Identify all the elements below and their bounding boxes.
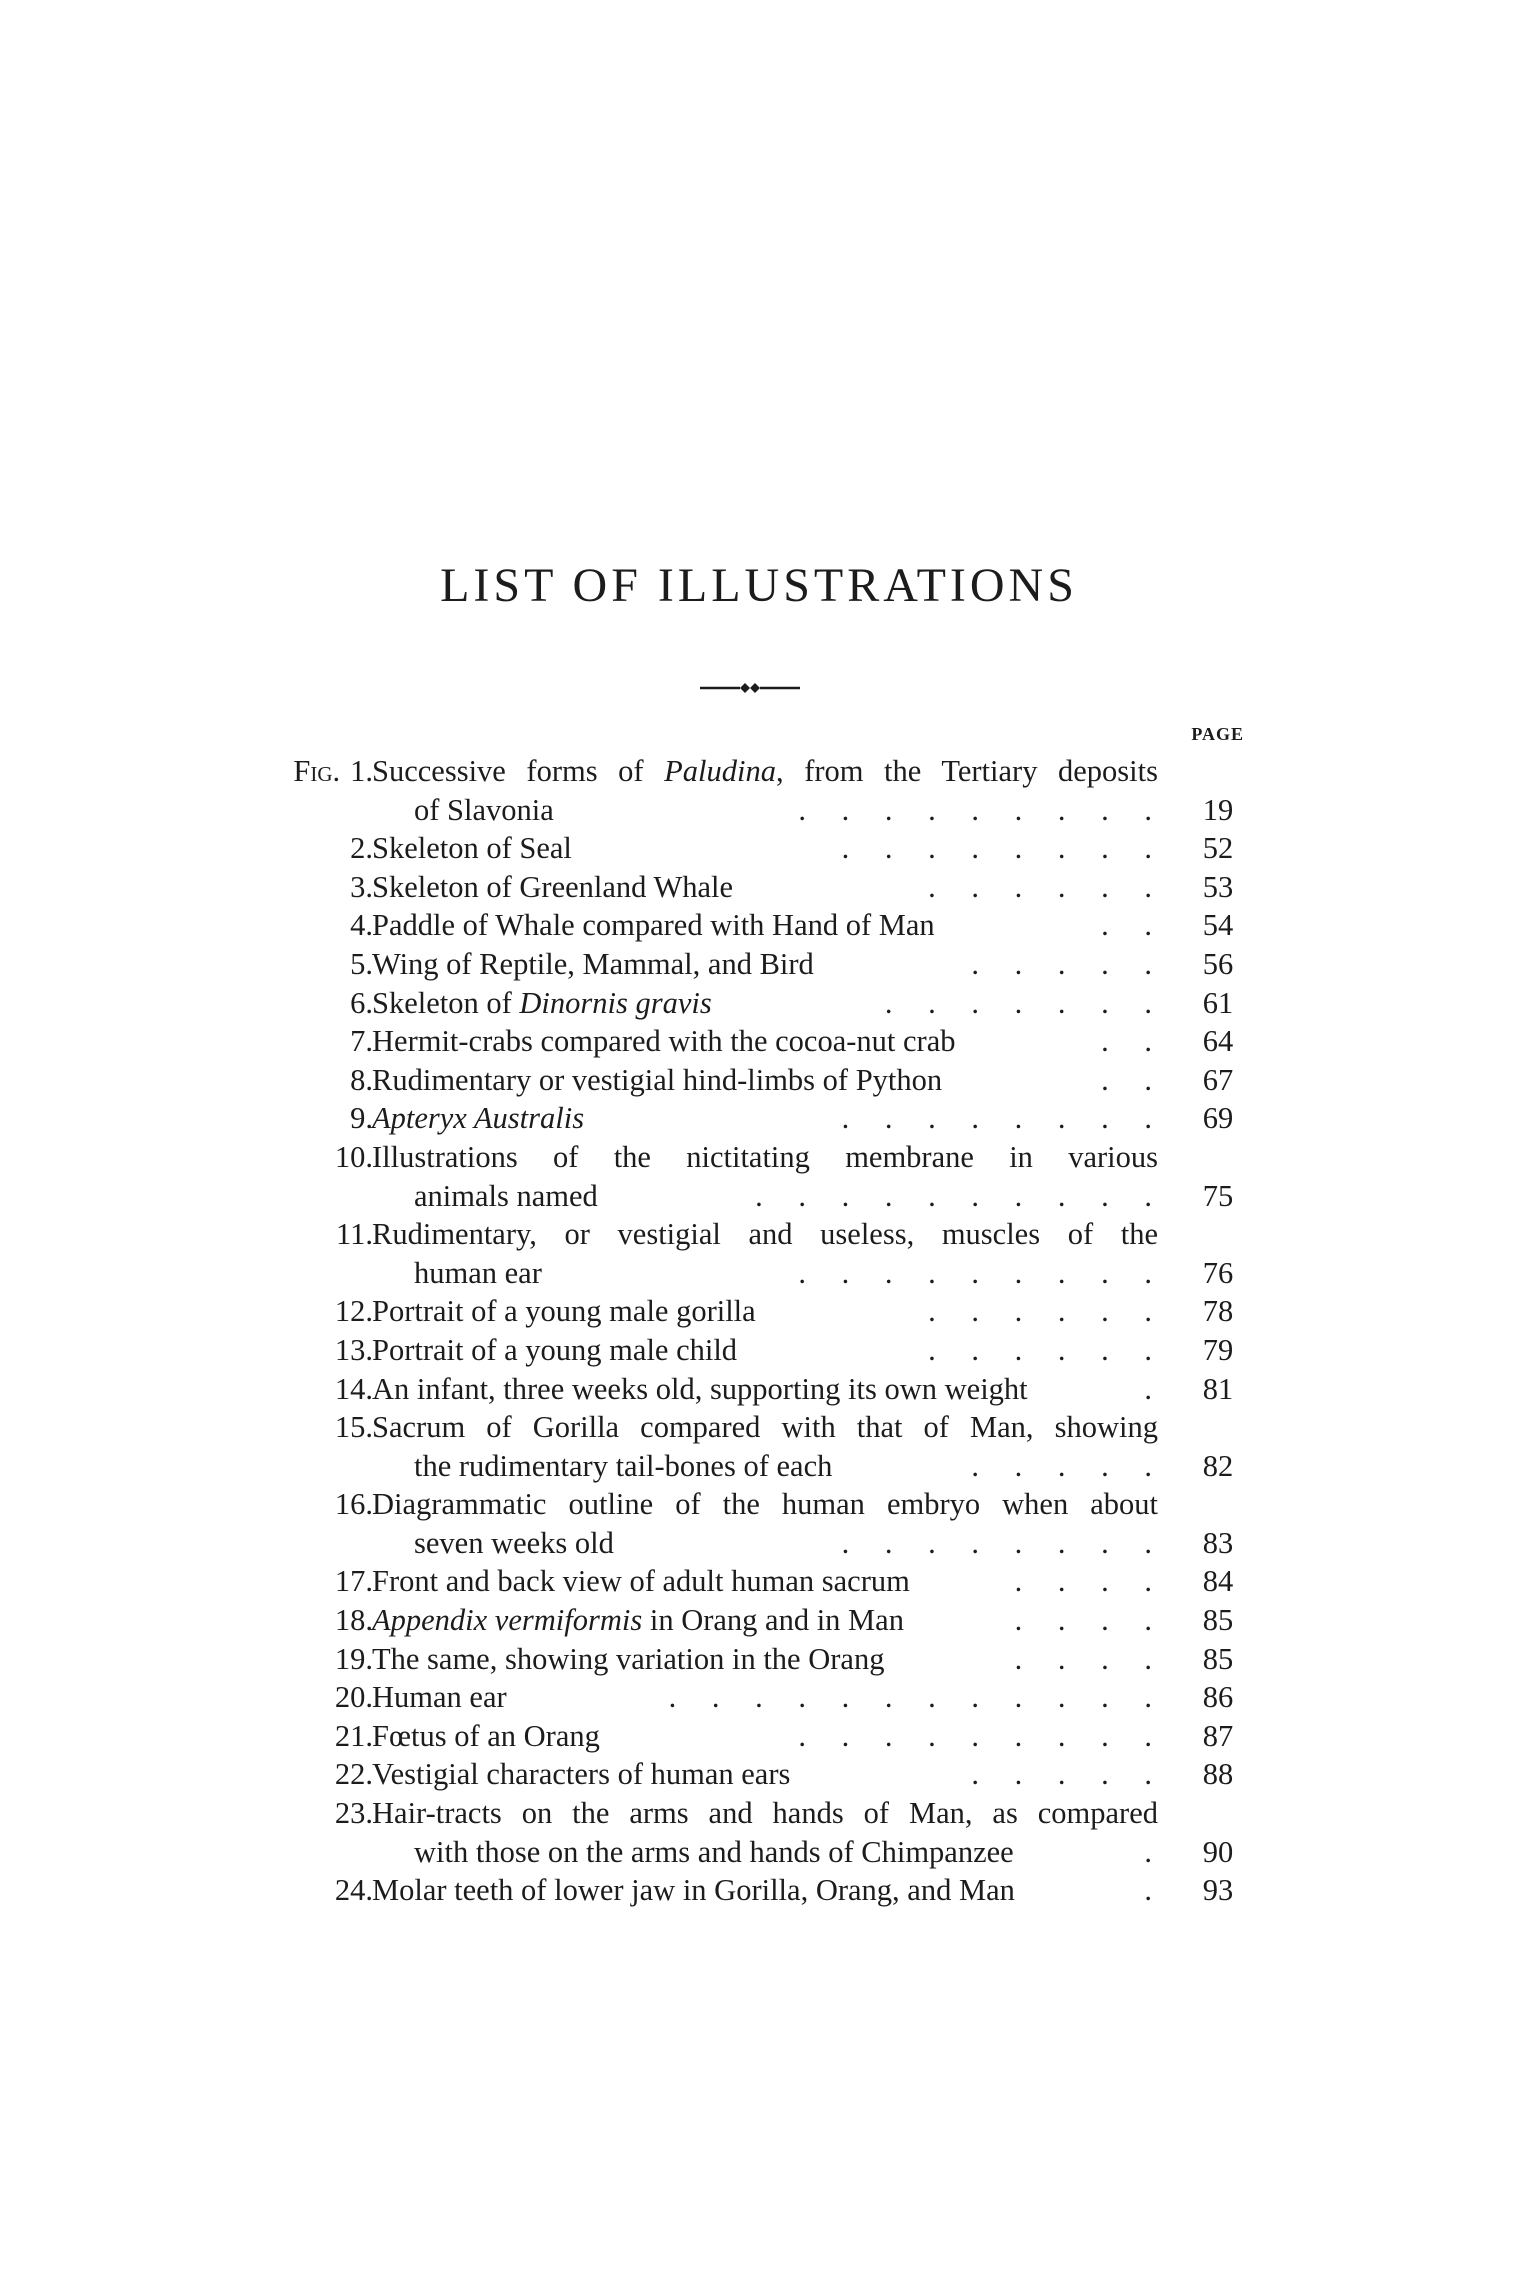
entry-line xyxy=(0,1871,1518,1910)
figure-number xyxy=(335,1485,373,1524)
entry-line xyxy=(0,1447,1518,1486)
entry-title: Human ear xyxy=(372,1680,507,1715)
list-item xyxy=(0,1562,1518,1601)
list-item xyxy=(0,1640,1518,1679)
entry-line xyxy=(0,1370,1518,1409)
page-number: 85 xyxy=(1202,1641,1234,1676)
entry-title: Illustrations of the nictitating membrane in various xyxy=(372,1139,1158,1174)
figure-number xyxy=(336,1215,373,1254)
dot-leader: . . . . xyxy=(1014,1641,1166,1676)
entry-line xyxy=(0,1022,1518,1061)
figure-number xyxy=(335,1717,373,1756)
list-item xyxy=(0,1485,1518,1562)
page-number: 81 xyxy=(1202,1371,1234,1406)
list-item xyxy=(0,752,1518,829)
dot-leader: . . xyxy=(1101,1024,1166,1059)
dot-leader: . . xyxy=(1101,908,1166,943)
entry-title: Successive forms of Paludina, from the Tertiary deposits xyxy=(372,754,1158,788)
entry-line xyxy=(0,1138,1518,1177)
dot-leader: . xyxy=(1144,1834,1166,1869)
entry-line xyxy=(0,1061,1518,1100)
page-column-heading: PAGE xyxy=(1191,724,1244,744)
entry-title: Molar teeth of lower jaw in Gorilla, Orang, and Man xyxy=(372,1873,1015,1908)
figure-number xyxy=(335,1292,373,1331)
figure-number-value: 22. xyxy=(334,1757,373,1792)
page-number: 78 xyxy=(1202,1294,1234,1329)
list-item xyxy=(0,1138,1518,1215)
entry-title: Fœtus of an Orang xyxy=(372,1718,600,1753)
entry-title: Diagrammatic outline of the human embryo when about xyxy=(372,1487,1158,1522)
figure-number xyxy=(335,1408,373,1447)
entry-line xyxy=(0,1755,1518,1794)
entry-title: The same, showing variation in the Orang xyxy=(372,1641,885,1676)
page-number: 52 xyxy=(1202,831,1234,866)
figure-number-value: 17. xyxy=(334,1564,373,1599)
entry-title: Skeleton of Seal xyxy=(372,831,572,866)
figure-number-value: 15. xyxy=(334,1410,373,1445)
list-item xyxy=(0,1871,1518,1910)
list-item xyxy=(0,1022,1518,1061)
page-number: 87 xyxy=(1202,1718,1234,1753)
list-item xyxy=(0,1099,1518,1138)
list-item xyxy=(0,945,1518,984)
dot-leader: . . . . . . . . . . xyxy=(755,1178,1166,1213)
dot-leader: . . . . . xyxy=(971,1448,1166,1483)
dot-leader: . xyxy=(1144,1873,1166,1908)
figure-number xyxy=(350,829,373,868)
dot-leader: . . . . . . xyxy=(928,869,1166,904)
list-item xyxy=(0,1717,1518,1756)
entry-line xyxy=(0,1640,1518,1679)
page-number: 85 xyxy=(1202,1603,1234,1638)
entry-title: Rudimentary, or vestigial and useless, muscles of the xyxy=(372,1217,1158,1252)
illustrations-list xyxy=(0,752,1518,1910)
figure-number xyxy=(350,1022,373,1061)
entry-line xyxy=(0,1833,1518,1872)
page-number: 76 xyxy=(1202,1255,1234,1290)
figure-number-value: 10. xyxy=(334,1139,373,1174)
dot-leader: . . . . . . . xyxy=(884,985,1166,1020)
dot-leader: . . . . . . . . xyxy=(841,1525,1166,1560)
entry-line xyxy=(0,945,1518,984)
figure-number-value: 19. xyxy=(334,1641,373,1676)
entry-title: Hermit-crabs compared with the cocoa-nut crab xyxy=(372,1024,956,1059)
page-number: 67 xyxy=(1202,1062,1234,1097)
figure-number-value: 7. xyxy=(350,1024,373,1059)
list-item xyxy=(0,1370,1518,1409)
page-number: 84 xyxy=(1202,1564,1234,1599)
entry-line xyxy=(0,791,1518,830)
figure-number-value: 5. xyxy=(350,946,373,981)
list-item xyxy=(0,1061,1518,1100)
entry-title: Front and back view of adult human sacrum xyxy=(372,1564,910,1599)
entry-title: Sacrum of Gorilla compared with that of Man, showing xyxy=(372,1410,1158,1445)
list-item xyxy=(0,1331,1518,1370)
page-number: 64 xyxy=(1202,1024,1234,1059)
entry-title: Wing of Reptile, Mammal, and Bird xyxy=(372,946,814,981)
dot-leader: . . . . . . . . . . . . xyxy=(668,1680,1166,1715)
entry-line xyxy=(0,752,1518,791)
entry-title: the rudimentary tail-bones of each xyxy=(414,1448,833,1483)
figure-number xyxy=(335,1640,373,1679)
figure-number xyxy=(335,1678,373,1717)
entry-line xyxy=(0,906,1518,945)
page-number: 90 xyxy=(1202,1834,1234,1869)
entry-line xyxy=(0,868,1518,907)
entry-title: Apteryx Australis xyxy=(372,1101,585,1136)
entry-line xyxy=(0,1177,1518,1216)
page-number: 75 xyxy=(1202,1178,1234,1213)
figure-number xyxy=(350,906,373,945)
page-number: 54 xyxy=(1202,908,1234,943)
ornament-divider xyxy=(700,682,800,694)
entry-line xyxy=(0,1254,1518,1293)
entry-title: Rudimentary or vestigial hind-limbs of Python xyxy=(372,1062,943,1097)
dot-leader: . . . . . . . . . xyxy=(798,1718,1166,1753)
page-number: 56 xyxy=(1202,946,1234,981)
dot-leader: . . . . . . . . xyxy=(841,831,1166,866)
figure-number-value: 4. xyxy=(350,908,373,943)
entry-line xyxy=(0,1794,1518,1833)
figure-number-value: 18. xyxy=(334,1603,373,1638)
entry-line xyxy=(0,1292,1518,1331)
dot-leader: . . . . . . xyxy=(928,1332,1166,1367)
dot-leader: . . . . . . xyxy=(928,1294,1166,1329)
entry-title: Paddle of Whale compared with Hand of Man xyxy=(372,908,935,943)
entry-title: of Slavonia xyxy=(414,792,554,827)
list-item xyxy=(0,829,1518,868)
page-number: 61 xyxy=(1202,985,1234,1020)
page-number: 88 xyxy=(1202,1757,1234,1792)
figure-number-value: 3. xyxy=(350,869,373,904)
figure-number xyxy=(350,945,373,984)
page-title: LIST OF ILLUSTRATIONS xyxy=(440,559,1078,612)
figure-number-value: 16. xyxy=(334,1487,373,1522)
entry-line xyxy=(0,1408,1518,1447)
figure-number xyxy=(350,984,373,1023)
list-item xyxy=(0,984,1518,1023)
entry-title: Hair-tracts on the arms and hands of Man, as compared xyxy=(372,1796,1158,1831)
dot-leader: . . . . . xyxy=(971,946,1166,981)
list-item xyxy=(0,1601,1518,1640)
entry-title: human ear xyxy=(414,1255,542,1290)
figure-number xyxy=(335,1794,373,1833)
entry-line xyxy=(0,1485,1518,1524)
figure-number xyxy=(335,1601,373,1640)
dot-leader: . xyxy=(1144,1371,1166,1406)
entry-title: Portrait of a young male gorilla xyxy=(372,1294,756,1329)
figure-number-value: 13. xyxy=(334,1332,373,1367)
page-number: 69 xyxy=(1202,1101,1234,1136)
figure-number-value: 14. xyxy=(334,1371,373,1406)
list-item xyxy=(0,1794,1518,1871)
figure-number-value: 2. xyxy=(350,831,373,866)
dot-leader: . . . . . . . . . xyxy=(798,1255,1166,1290)
list-item xyxy=(0,906,1518,945)
list-item xyxy=(0,1755,1518,1794)
figure-number xyxy=(350,868,373,907)
figure-number-value: 8. xyxy=(350,1062,373,1097)
page-number: 93 xyxy=(1202,1873,1234,1908)
page-number: 19 xyxy=(1202,792,1234,827)
entry-line xyxy=(0,1562,1518,1601)
figure-number-value: 20. xyxy=(334,1680,373,1715)
dot-leader: . . . . . . . . . xyxy=(798,792,1166,827)
list-item xyxy=(0,868,1518,907)
dot-leader: . . . . xyxy=(1014,1603,1166,1638)
entry-line xyxy=(0,829,1518,868)
entry-line xyxy=(0,1524,1518,1563)
figure-number xyxy=(335,1562,373,1601)
dot-leader: . . xyxy=(1101,1062,1166,1097)
dot-leader: . . . . xyxy=(1014,1564,1166,1599)
figure-number xyxy=(335,1871,373,1910)
dot-leader: . . . . . . . . xyxy=(841,1101,1166,1136)
list-item xyxy=(0,1292,1518,1331)
page-number: 79 xyxy=(1202,1332,1234,1367)
figure-number xyxy=(350,1099,373,1138)
entry-title: An infant, three weeks old, supporting its own weight xyxy=(372,1371,1028,1406)
entry-line xyxy=(0,1717,1518,1756)
entry-title: Appendix vermiformis in Orang and in Man xyxy=(372,1603,904,1638)
page-number: 82 xyxy=(1202,1448,1234,1483)
figure-number-value: 11. xyxy=(336,1217,373,1252)
figure-number-value: 12. xyxy=(334,1294,373,1329)
list-item xyxy=(0,1678,1518,1717)
entry-title: with those on the arms and hands of Chimpanzee xyxy=(414,1834,1014,1869)
entry-line xyxy=(0,1215,1518,1254)
entry-title: Vestigial characters of human ears xyxy=(372,1757,791,1792)
page-number: 53 xyxy=(1202,869,1234,904)
entry-title: seven weeks old xyxy=(414,1525,614,1560)
figure-number-value: 1. xyxy=(350,754,373,788)
entry-line xyxy=(0,1678,1518,1717)
entry-title: Portrait of a young male child xyxy=(372,1332,738,1367)
figure-number xyxy=(335,1138,373,1177)
entry-title: Skeleton of Dinornis gravis xyxy=(372,985,712,1020)
figure-number-value: 23. xyxy=(334,1796,373,1831)
entry-title: animals named xyxy=(414,1178,598,1213)
entry-line xyxy=(0,1099,1518,1138)
dot-leader: . . . . . xyxy=(971,1757,1166,1792)
entry-title: Skeleton of Greenland Whale xyxy=(372,869,734,904)
figure-number-value: 6. xyxy=(350,985,373,1020)
figure-number-value: 21. xyxy=(334,1718,373,1753)
figure-number xyxy=(350,1061,373,1100)
list-item xyxy=(0,1408,1518,1485)
figure-number-value: 24. xyxy=(334,1873,373,1908)
figure-number xyxy=(335,1370,373,1409)
figure-number-value: 9. xyxy=(350,1101,373,1136)
entry-line xyxy=(0,1601,1518,1640)
figure-number xyxy=(335,1755,373,1794)
entry-line xyxy=(0,1331,1518,1370)
list-item xyxy=(0,1215,1518,1292)
figure-number xyxy=(335,1331,373,1370)
figure-label: Fig. xyxy=(293,754,341,788)
page-number: 86 xyxy=(1202,1680,1234,1715)
figure-number xyxy=(293,752,373,791)
entry-line xyxy=(0,984,1518,1023)
page-number: 83 xyxy=(1202,1525,1234,1560)
